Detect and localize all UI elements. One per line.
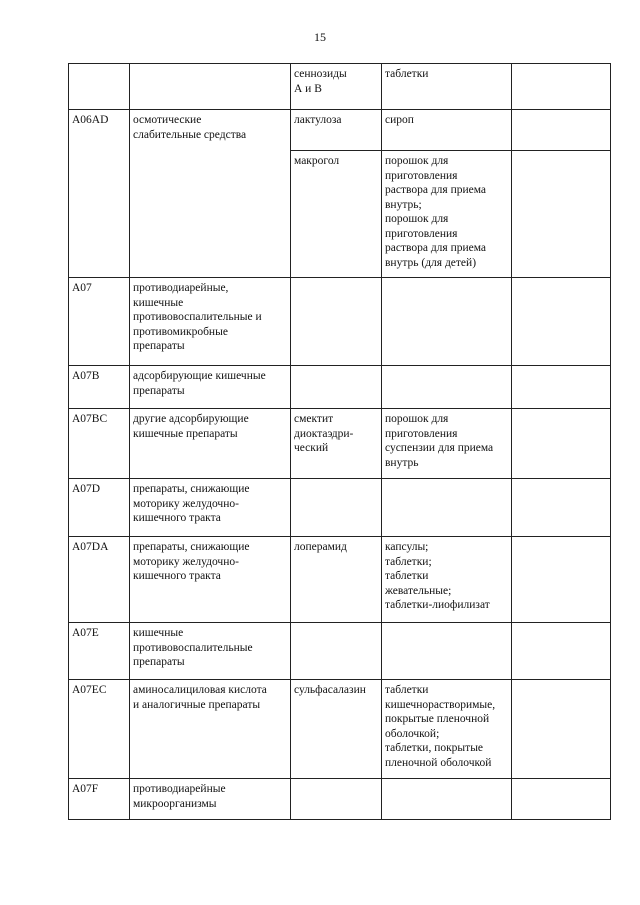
drug-table: [68, 63, 611, 820]
atc-code-cell: А07ЕС: [69, 680, 130, 779]
table-row: [69, 64, 611, 110]
atc-code-cell: А07: [69, 278, 130, 366]
extra-cell: [512, 479, 611, 537]
atc-code-cell: А07DA: [69, 537, 130, 623]
extra-cell: [512, 779, 611, 820]
drug-name-cell: [291, 623, 382, 680]
extra-cell: [512, 278, 611, 366]
dosage-form-cell: [382, 366, 512, 409]
dosage-form-cell: [382, 623, 512, 680]
group-cell: осмотические слабительные средства: [130, 110, 291, 278]
table-row: [69, 779, 611, 820]
drug-name-cell: сульфасалазин: [291, 680, 382, 779]
extra-cell: [512, 409, 611, 479]
atc-code-cell: А07Е: [69, 623, 130, 680]
group-cell: кишечные противовоспалительные препараты: [130, 623, 291, 680]
group-cell: противодиарейные микроорганизмы: [130, 779, 291, 820]
table-row: [69, 366, 611, 409]
group-cell: препараты, снижающие моторику желудочно- кишечного тракта: [130, 537, 291, 623]
group-cell: [130, 64, 291, 110]
atc-code-cell: [69, 64, 130, 110]
drug-name-cell: сеннозиды А и В: [291, 64, 382, 110]
group-cell: другие адсорбирующие кишечные препараты: [130, 409, 291, 479]
group-cell: адсорбирующие кишечные препараты: [130, 366, 291, 409]
drug-name-cell: лактулоза: [291, 110, 382, 151]
dosage-form-cell: таблетки: [382, 64, 512, 110]
table-row: [69, 110, 611, 151]
atc-code-cell: А07F: [69, 779, 130, 820]
dosage-form-cell: порошок для приготовления суспензии для приема внутрь: [382, 409, 512, 479]
dosage-form-cell: [382, 278, 512, 366]
extra-cell: [512, 366, 611, 409]
group-cell: аминосалициловая кислота и аналогичные препараты: [130, 680, 291, 779]
extra-cell: [512, 537, 611, 623]
table-row: [69, 680, 611, 779]
dosage-form-cell: сироп: [382, 110, 512, 151]
atc-code-cell: А06AD: [69, 110, 130, 278]
page-number: 15: [314, 30, 326, 44]
table-row: [69, 479, 611, 537]
drug-name-cell: макрогол: [291, 151, 382, 278]
atc-code-cell: А07ВС: [69, 409, 130, 479]
dosage-form-cell: [382, 479, 512, 537]
drug-name-cell: смектит диоктаэдри- ческий: [291, 409, 382, 479]
dosage-form-cell: капсулы; таблетки; таблетки жевательные; таблетки-лиофилизат: [382, 537, 512, 623]
dosage-form-cell: порошок для приготовления раствора для приема внутрь; порошок для приготовления раствора для приема внутрь (для детей): [382, 151, 512, 278]
table-row: [69, 623, 611, 680]
group-cell: препараты, снижающие моторику желудочно- кишечного тракта: [130, 479, 291, 537]
extra-cell: [512, 623, 611, 680]
dosage-form-cell: таблетки кишечнорастворимые, покрытые пленочной оболочкой; таблетки, покрытые пленочной оболочкой: [382, 680, 512, 779]
extra-cell: [512, 110, 611, 151]
extra-cell: [512, 680, 611, 779]
extra-cell: [512, 151, 611, 278]
drug-name-cell: лоперамид: [291, 537, 382, 623]
group-cell: противодиарейные, кишечные противовоспалительные и противомикробные препараты: [130, 278, 291, 366]
table-row: [69, 409, 611, 479]
drug-name-cell: [291, 779, 382, 820]
table-row: [69, 537, 611, 623]
atc-code-cell: А07В: [69, 366, 130, 409]
atc-code-cell: А07D: [69, 479, 130, 537]
drug-name-cell: [291, 479, 382, 537]
table-row: [69, 278, 611, 366]
dosage-form-cell: [382, 779, 512, 820]
drug-name-cell: [291, 278, 382, 366]
drug-name-cell: [291, 366, 382, 409]
extra-cell: [512, 64, 611, 110]
